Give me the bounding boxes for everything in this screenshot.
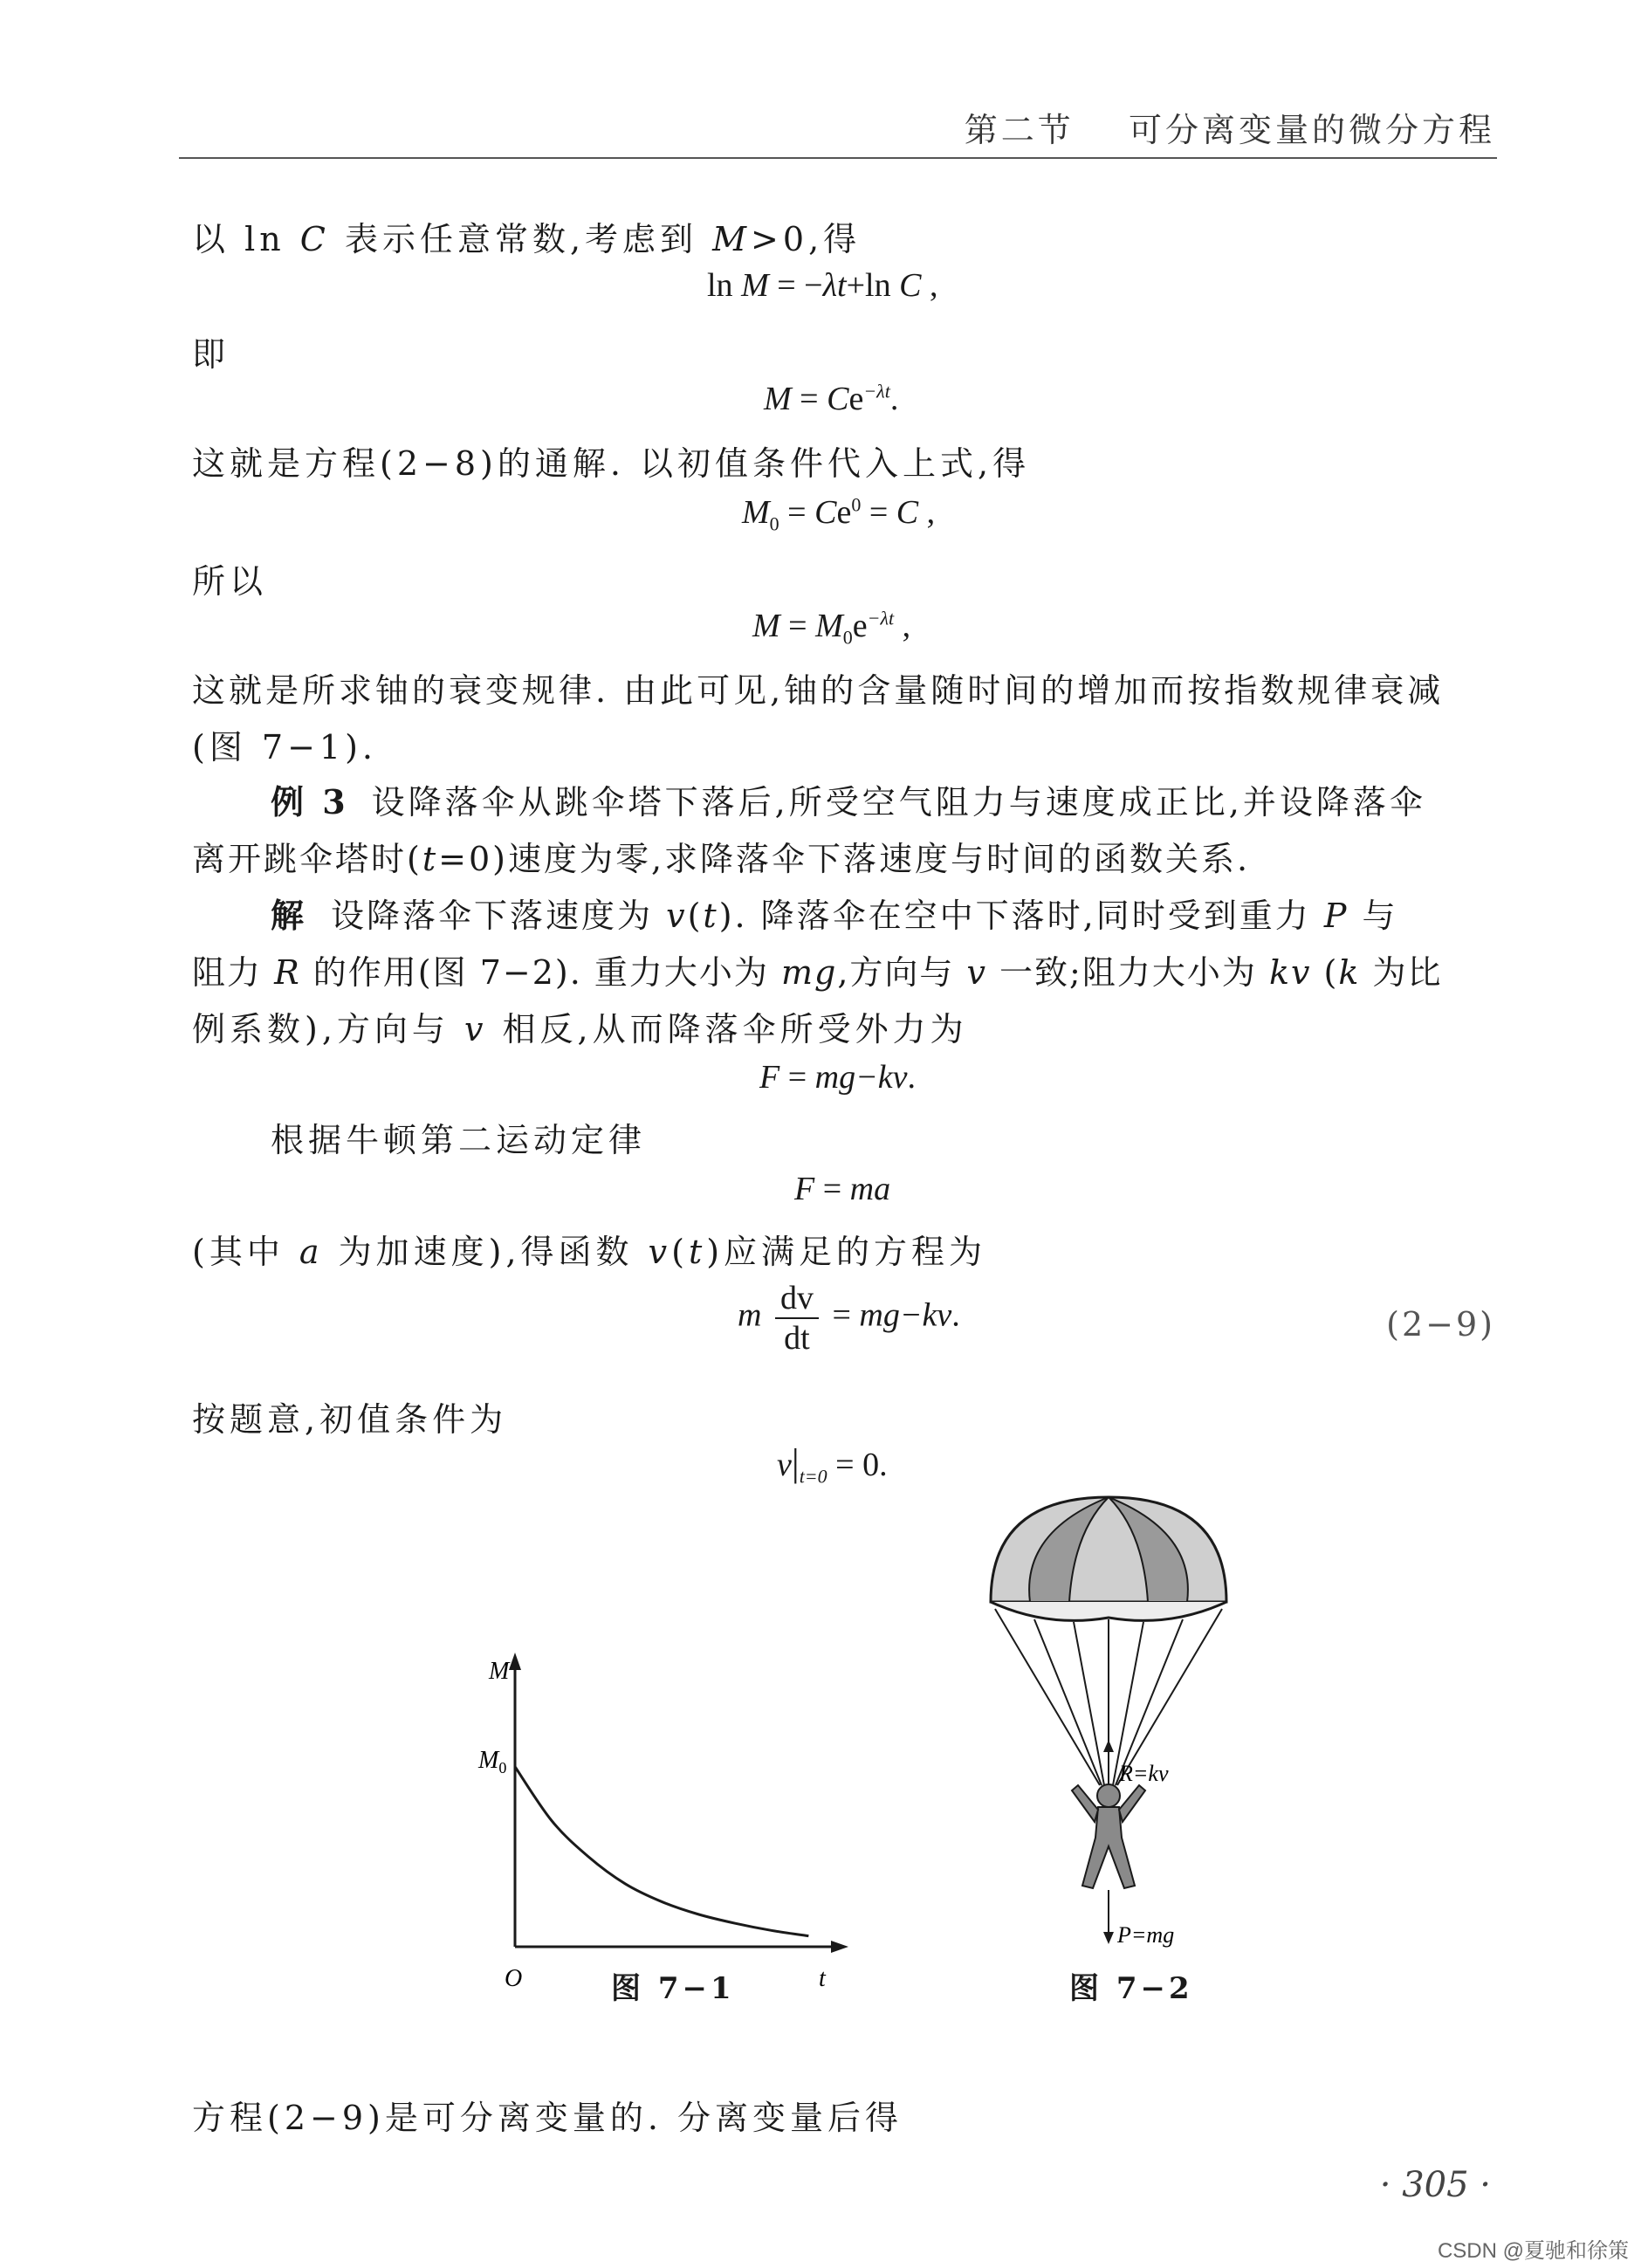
gravity-label: P=mg xyxy=(1117,1922,1175,1948)
header-rule xyxy=(179,157,1497,159)
solution-line-1: 解 设降落伞下落速度为 v(t). 降落伞在空中下落时,同时受到重力 P 与 xyxy=(271,896,1398,935)
resistance-label: R=kv xyxy=(1119,1761,1169,1786)
text-line-13: (其中 a 为加速度),得函数 v(t)应满足的方程为 xyxy=(192,1233,987,1271)
equation-3: $M_0 = Ce^0 = C$ , xyxy=(742,493,936,535)
header-section: 第二节 xyxy=(964,111,1075,149)
equation-number-2-9: (2−9) xyxy=(1386,1305,1495,1344)
m0-label: $M_0$ xyxy=(478,1747,507,1777)
solution-line-2: 阻力 R 的作用(图 7−2). 重力大小为 mg,方向与 v 一致;阻力大小为 kv (k 为比 xyxy=(192,953,1443,992)
text-line-6: (图 7−1). xyxy=(192,728,378,766)
origin-label: O xyxy=(505,1965,523,1992)
solution-label: 解 xyxy=(271,896,307,935)
parachutist xyxy=(1072,1784,1145,1888)
decay-curve xyxy=(515,1767,808,1936)
x-axis-label: t xyxy=(819,1965,826,1992)
running-header xyxy=(965,103,1495,151)
resistance-arrow xyxy=(1103,1740,1114,1752)
gravity-arrow xyxy=(1103,1932,1114,1944)
example-3-line-1: 例 3 设降落伞从跳伞塔下落后,所受空气阻力与速度成正比,并设降落伞 xyxy=(271,782,1426,821)
figure-7-2-parachute xyxy=(969,1480,1248,1951)
watermark: CSDN @夏驰和徐策 xyxy=(1437,2239,1629,2263)
text-line-12: 根据牛顿第二运动定律 xyxy=(271,1121,647,1159)
figure-7-1-chart xyxy=(454,1646,864,2012)
example-3-label: 例 3 xyxy=(271,782,349,821)
equation-6: F = ma xyxy=(794,1171,891,1207)
equation-5: F = mg−kv. xyxy=(759,1059,916,1096)
text-line-4: 所以 xyxy=(192,562,268,601)
x-axis-arrow xyxy=(831,1941,848,1953)
text-line-3: 这就是方程(2−8)的通解. 以初值条件代入上式,得 xyxy=(192,444,1031,483)
figure-7-1-caption: 图 7−1 xyxy=(611,1971,735,2006)
equation-4: $M = M_0e^{-\lambda t}$ , xyxy=(752,607,911,649)
canopy-skirt xyxy=(991,1602,1226,1620)
header-title: 可分离变量的微分方程 xyxy=(1128,111,1495,149)
equation-7: m $\frac{dv}{dt}$ = mg−kv. xyxy=(738,1280,960,1357)
page-number: · 305 · xyxy=(1379,2165,1491,2205)
figure-7-2-caption: 图 7−2 xyxy=(1069,1971,1193,2006)
equation-2: $M = Ce^{-\lambda t}$. xyxy=(764,380,899,417)
fraction-dv-dt: $\frac{dv}{dt}$ xyxy=(775,1279,819,1357)
y-axis-arrow xyxy=(509,1653,521,1670)
text-line-2: 即 xyxy=(192,335,230,374)
equation-1: ln M = −λt+ln C , xyxy=(707,267,938,304)
text-line-14: 按题意,初值条件为 xyxy=(192,1400,508,1439)
canopy xyxy=(991,1497,1226,1602)
y-axis-label: M xyxy=(489,1658,510,1685)
text-line-1: 以 ln C 表示任意常数,考虑到 M>0,得 xyxy=(192,220,862,258)
equation-8: $v|_{t=0} = 0$. xyxy=(777,1441,888,1488)
text-line-15: 方程(2−9)是可分离变量的. 分离变量后得 xyxy=(192,2099,903,2137)
solution-line-3: 例系数),方向与 v 相反,从而降落伞所受外力为 xyxy=(192,1010,968,1048)
text-line-5: 这就是所求铀的衰变规律. 由此可见,铀的含量随时间的增加而按指数规律衰减 xyxy=(192,671,1445,710)
example-3-line-2: 离开跳伞塔时(t=0)速度为零,求降落伞下落速度与时间的函数关系. xyxy=(192,840,1251,878)
